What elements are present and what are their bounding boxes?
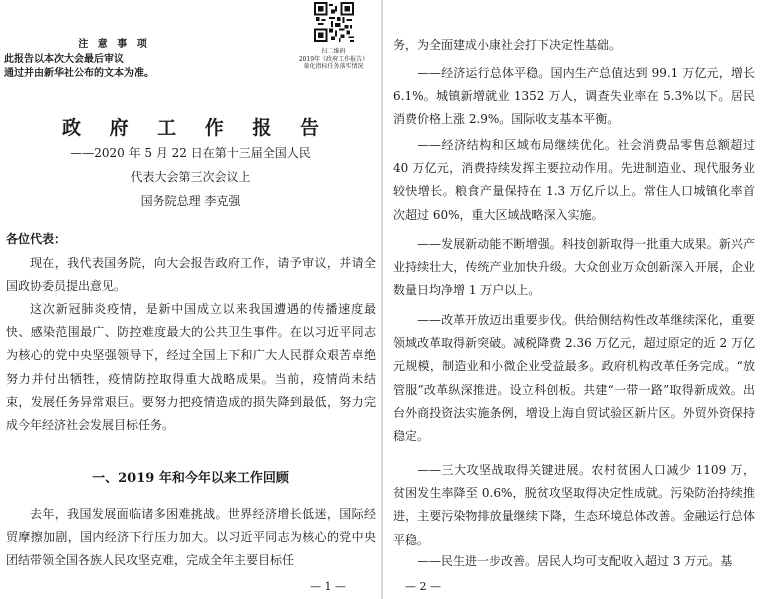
paragraph-continuation: 务，为全面建成小康社会打下决定性基础。 <box>393 38 622 52</box>
paragraph-intro: 现在，我代表国务院，向大会报告政府工作，请予审议，并请全国政协委员提出意见。 <box>6 256 376 294</box>
paragraph-livelihood: ——民生进一步改善。居民人均可支配收入超过 3 万元。基 <box>417 554 733 568</box>
notice-line-1: 此报告以本次大会最后审议 <box>4 54 124 65</box>
paragraph-reform: ——改革开放迈出重要步伐。供给侧结构性改革继续深化，重要领域改革取得新突破。减税降费 2.36 万亿元，超过原定的近 2 万亿元规模，制造业和小微企业受益最多。政府机构改革任务完成。“放管服”改革纵深推进。设立科创板。共建“一带一路”取得新成效。出台外商投资法实施条例，增设上海自贸试验区新片区。外贸外资保持稳定。 <box>393 313 755 444</box>
qr-code-icon[interactable] <box>314 2 354 42</box>
notice-title: 注 意 事 项 <box>78 39 150 50</box>
paragraph-epidemic: 这次新冠肺炎疫情，是新中国成立以来我国遭遇的传播速度最快、感染范围最广、防控难度最大的公共卫生事件。在以习近平同志为核心的党中央坚强领导下，经过全国上下和广大人民群众艰苦卓绝努力并付出牺牲，疫情防控取得重大战略成果。当前，疫情尚未结束，发展任务异常艰巨。要努力把疫情造成的损失降到最低，努力完成今年经济社会发展目标任务。 <box>6 302 376 433</box>
qr-caption-2: 2019年《政府工作报告》 <box>298 56 369 63</box>
notice-box <box>4 38 224 81</box>
paragraph-economy: ——经济运行总体平稳。国内生产总值达到 99.1 万亿元，增长 6.1%。城镇新增就业 1352 万人，调查失业率在 5.3%以下。居民消费价格上涨 2.9%。国际收支基本平衡。 <box>393 66 755 127</box>
qr-caption-1: 扫二维码 <box>321 48 346 55</box>
section-heading: 一、2019 年和今年以来工作回顾 <box>92 471 289 486</box>
paragraph-battles: ——三大攻坚战取得关键进展。农村贫困人口减少 1109 万，贫困发生率降至 0.6%，脱贫攻坚取得决定性成就。污染防治持续推进，主要污染物排放量继续下降，生态环境总体改善。金融运行总体平稳。 <box>393 463 755 547</box>
paragraph-momentum: ——发展新动能不断增强。科技创新取得一批重大成果。新兴产业持续壮大，传统产业加快升级。大众创业万众创新深入开展，企业数量日均净增 1 万户以上。 <box>393 237 755 298</box>
subtitle-date: ——2020 年 5 月 22 日在第十三届全国人民 <box>70 146 311 160</box>
qr-caption-3: 量化指标任务落实情况 <box>303 63 364 70</box>
subtitle-session: 代表大会第三次会议上 <box>130 170 251 184</box>
subtitle-speaker: 国务院总理 李克强 <box>140 194 241 208</box>
left-page <box>0 0 381 599</box>
report-title: 政 府 工 作 报 告 <box>61 117 331 139</box>
paragraph-review: 去年，我国发展面临诸多困难挑战。世界经济增长低迷，国际经贸摩擦加剧，国内经济下行压力加大。以习近平同志为核心的党中央团结带领全国各族人民攻坚克难，完成全年主要目标任 <box>6 507 376 568</box>
qr-code-block <box>286 2 381 70</box>
page-number: — 2 — <box>405 580 441 593</box>
right-page <box>383 0 764 599</box>
paragraph-structure: ——经济结构和区域布局继续优化。社会消费品零售总额超过 40 万亿元，消费持续发挥主要拉动作用。先进制造业、现代服务业较快增长。粮食产量保持在 1.3 万亿斤以上。常住人口城镇化率首次超过 60%，重大区域战略深入实施。 <box>393 138 755 222</box>
page-number: — 1 — <box>310 580 346 593</box>
greeting: 各位代表： <box>6 232 67 246</box>
notice-line-2: 通过并由新华社公布的文本为准。 <box>4 68 154 79</box>
